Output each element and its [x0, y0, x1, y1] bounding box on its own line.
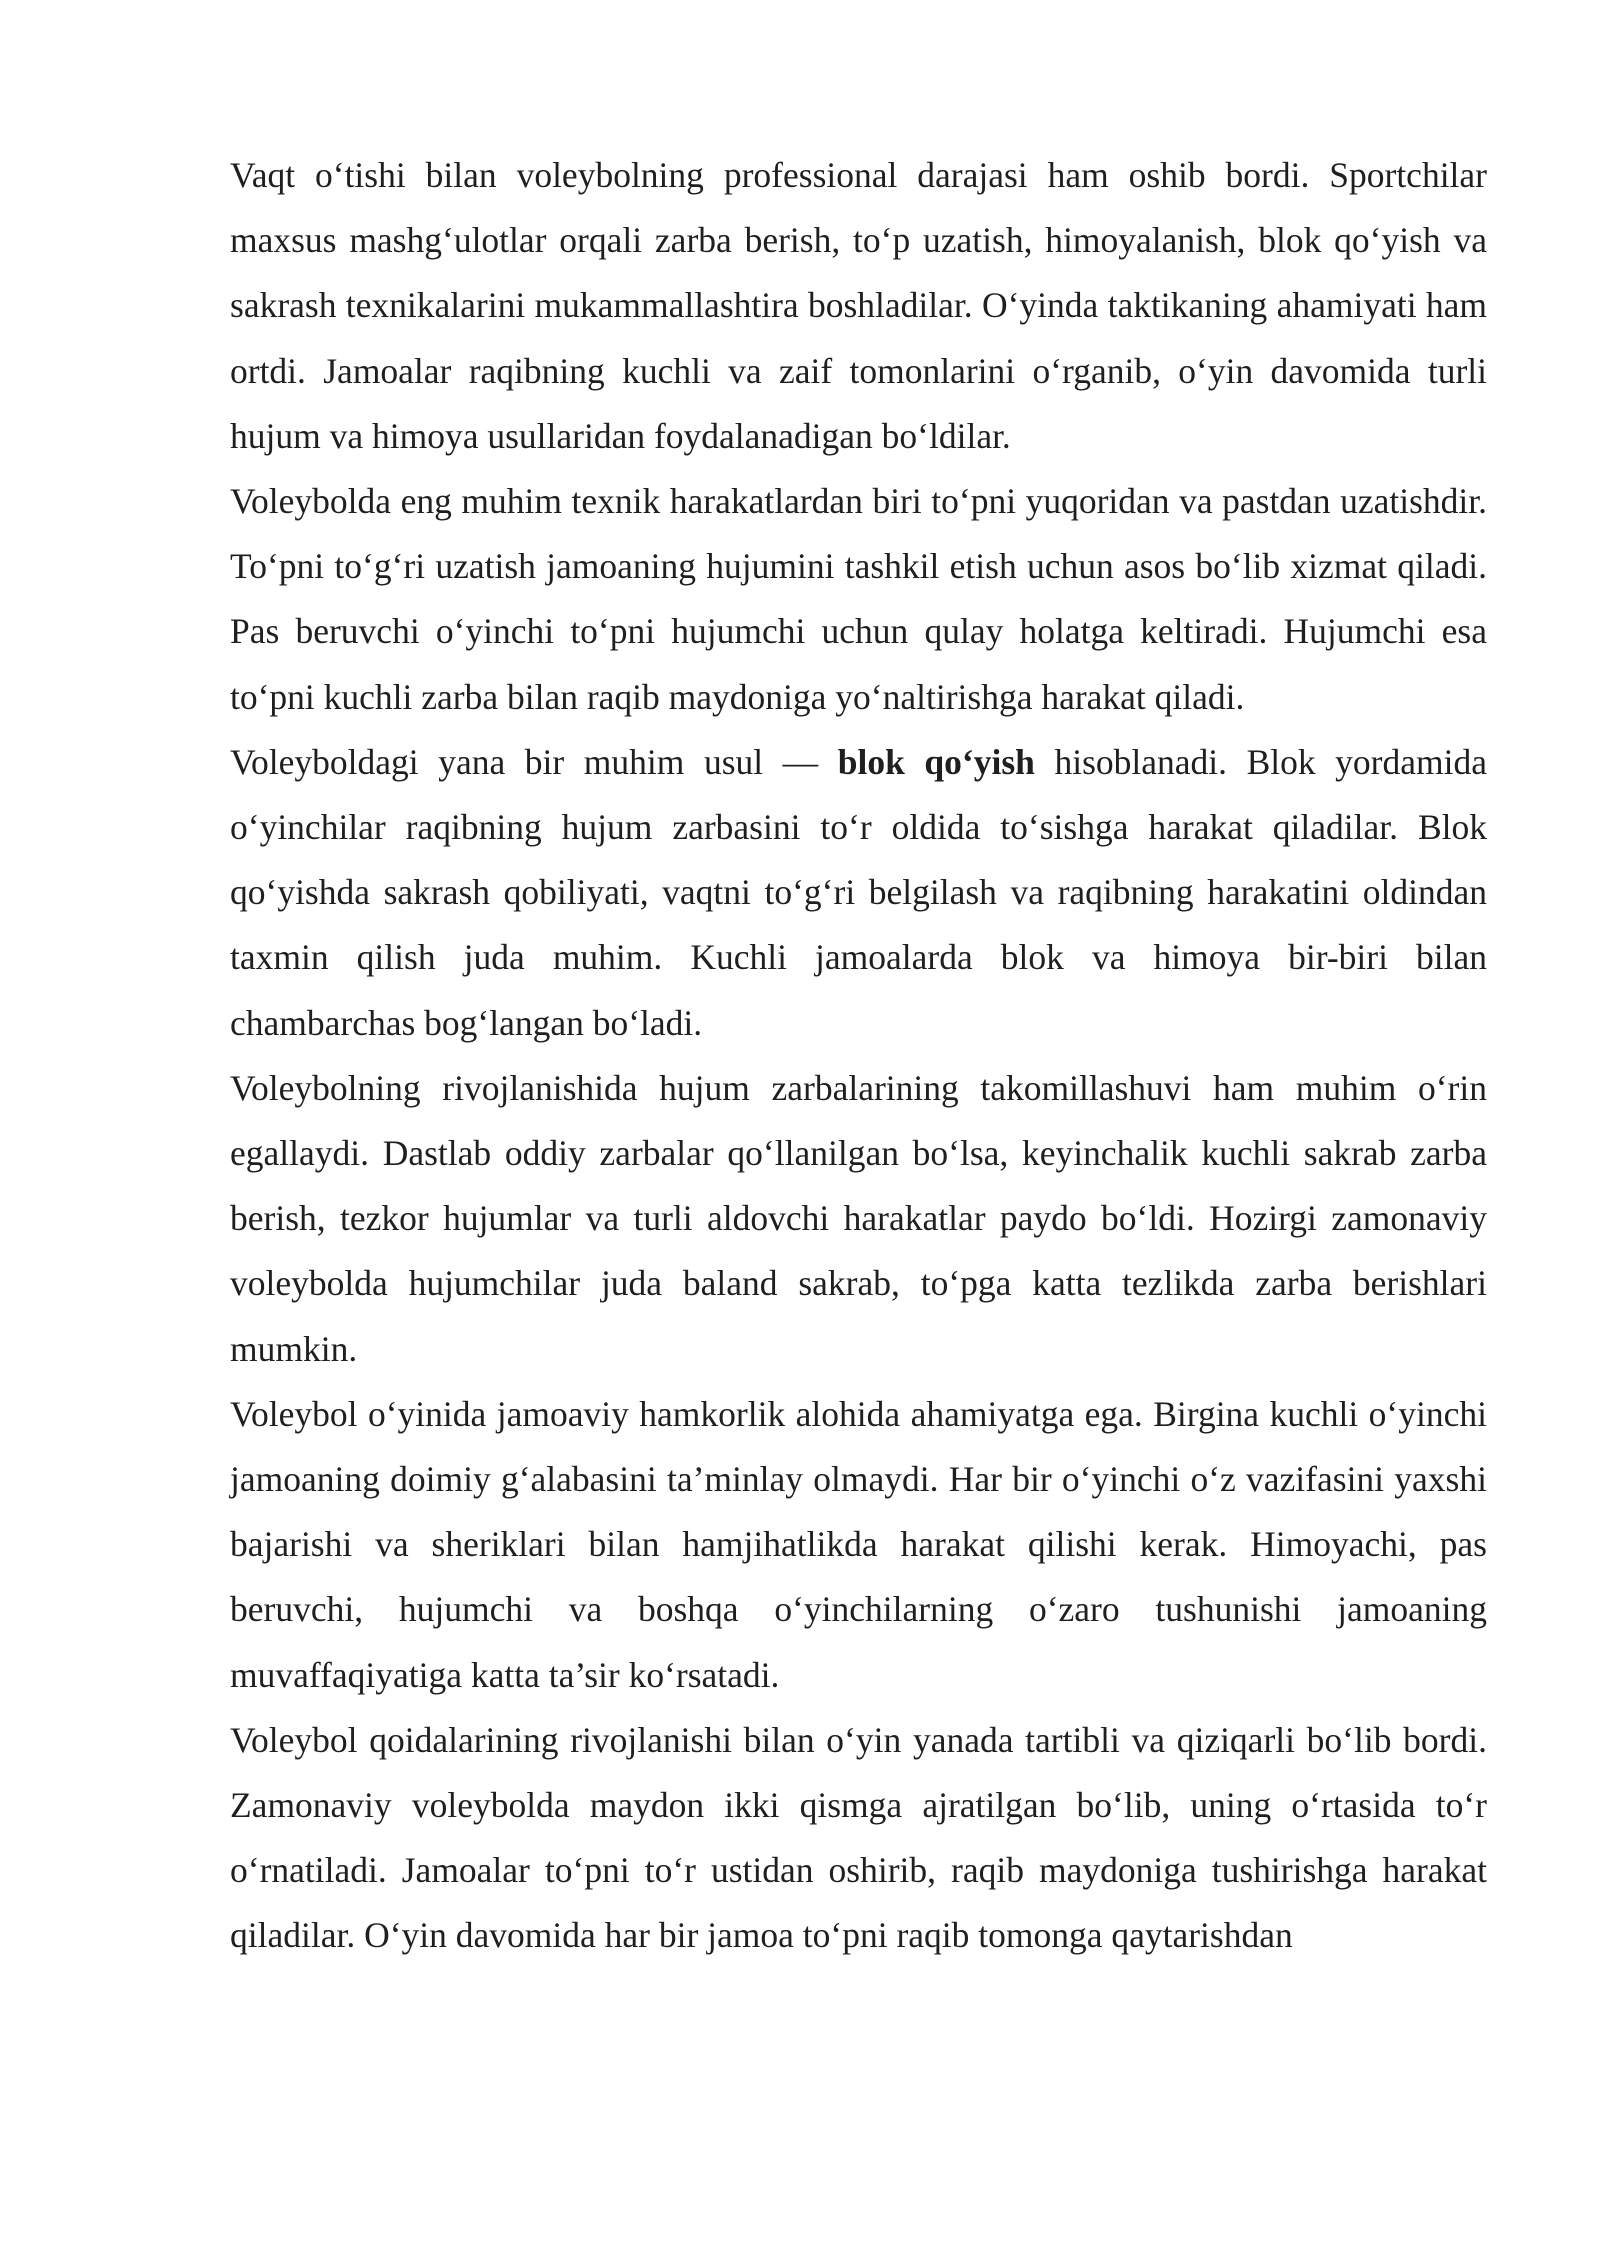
paragraph-1: Vaqt o‘tishi bilan voleybolning professional darajasi ham oshib bordi. Sportchilar maxsus mashg‘ulotlar orqali zarba berish, to‘p uzatish, himoyalanish, blok qo‘yish va sakrash texnikalarini mukammallashtira boshladilar. O‘yinda taktikaning ahamiyati ham ortdi. Jamoalar raqibning kuchli va zaif tomonlarini o‘rganib, o‘yin davomida turli hujum va himoya usullaridan foydalanadigan bo‘ldilar. [230, 155, 1487, 456]
paragraph-6: Voleybol qoidalarining rivojlanishi bilan o‘yin yanada tartibli va qiziqarli bo‘lib bordi. Zamonaviy voleybolda maydon ikki qismga ajratilgan bo‘lib, uning o‘rtasida to‘r o‘rnatiladi. Jamoalar to‘pni to‘r ustidan oshirib, raqib maydoniga tushirishga harakat qiladilar. O‘yin davomida har bir jamoa to‘pni raqib tomonga qaytarishdan [230, 1719, 1487, 1956]
document-body [230, 143, 1487, 1969]
paragraph-3-lead: Voleyboldagi yana bir muhim usul — [230, 741, 838, 782]
paragraph-3-rest: hisoblanadi. Blok yordamida o‘yinchilar raqibning hujum zarbasini to‘r oldida to‘sishga harakat qiladilar. Blok qo‘yishda sakrash qobiliyati, vaqtni to‘g‘ri belgilash va raqibning harakatini oldindan taxmin qilish juda muhim. Kuchli jamoalarda blok va himoya bir-biri bilan chambarchas bog‘langan bo‘ladi. [230, 741, 1487, 1043]
paragraph-2: Voleybolda eng muhim texnik harakatlardan biri to‘pni yuqoridan va pastdan uzatishdir. To‘pni to‘g‘ri uzatish jamoaning hujumini tashkil etish uchun asos bo‘lib xizmat qiladi. Pas beruvchi o‘yinchi to‘pni hujumchi uchun qulay holatga keltiradi. Hujumchi esa to‘pni kuchli zarba bilan raqib maydoniga yo‘naltirishga harakat qiladi. [230, 481, 1487, 717]
paragraph-4: Voleybolning rivojlanishida hujum zarbalarining takomillashuvi ham muhim o‘rin egallaydi. Dastlab oddiy zarbalar qo‘llanilgan bo‘lsa, keyinchalik kuchli sakrab zarba berish, tezkor hujumlar va turli aldovchi harakatlar paydo bo‘ldi. Hozirgi zamonaviy voleybolda hujumchilar juda baland sakrab, to‘pga katta tezlikda zarba berishlari mumkin. [230, 1067, 1487, 1369]
paragraph-3 [230, 730, 1487, 1056]
paragraph-5: Voleybol o‘yinida jamoaviy hamkorlik alohida ahamiyatga ega. Birgina kuchli o‘yinchi jamoaning doimiy g‘alabasini ta’minlay olmaydi. Har bir o‘yinchi o‘z vazifasini yaxshi bajarishi va sheriklari bilan hamjihatlikda harakat qilishi kerak. Himoyachi, pas beruvchi, hujumchi va boshqa o‘yinchilarning o‘zaro tushunishi jamoaning muvaffaqiyatiga katta ta’sir ko‘rsatadi. [230, 1393, 1487, 1695]
bold-term: blok qo‘yish [837, 741, 1035, 782]
